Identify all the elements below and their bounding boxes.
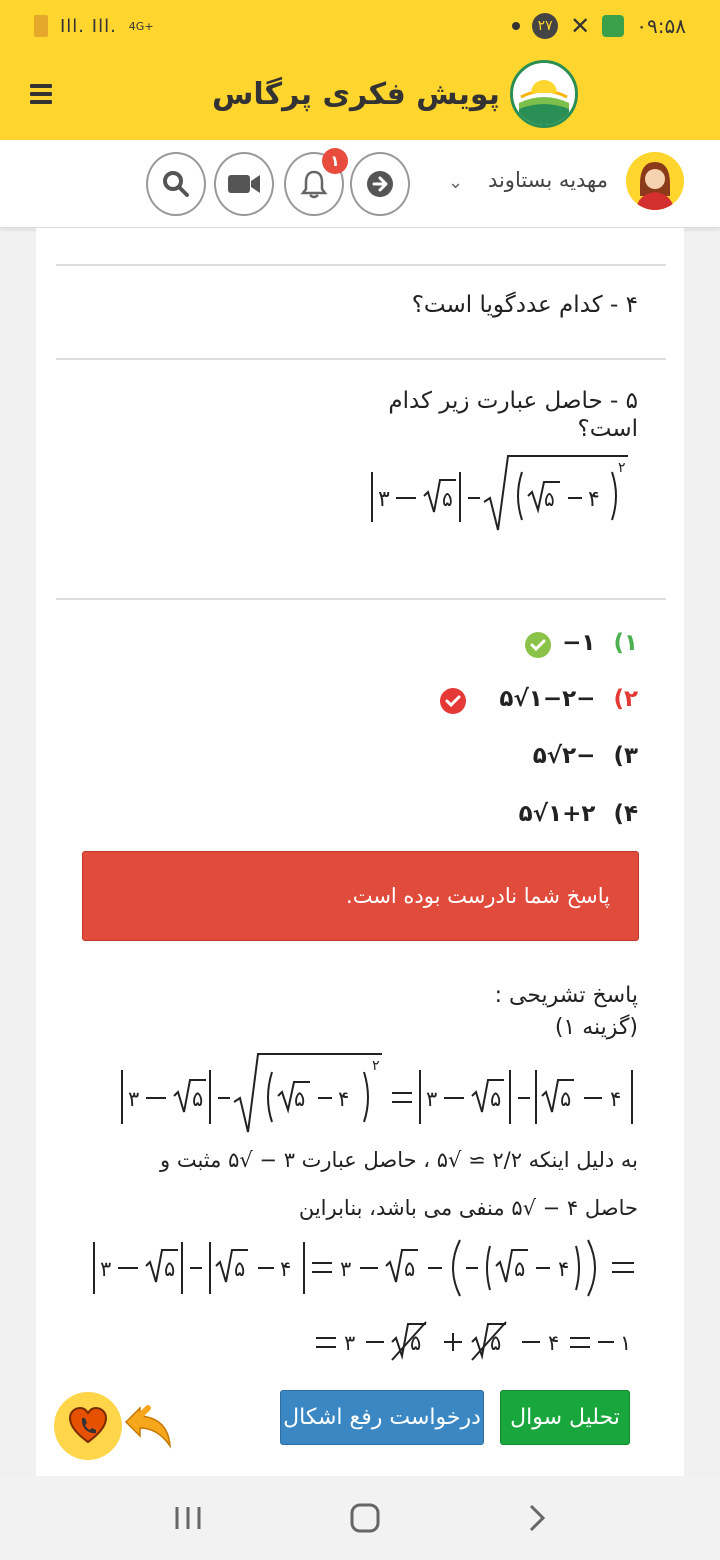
contact-fab[interactable] — [54, 1392, 122, 1460]
system-nav-bar — [0, 1476, 720, 1560]
option-value: −۲√۵ — [532, 743, 596, 769]
user-name[interactable]: مهدیه بستاوند — [487, 168, 608, 192]
svg-text:۵: ۵ — [514, 1257, 526, 1281]
svg-text:۳: ۳ — [426, 1087, 438, 1111]
question-card — [36, 228, 684, 1476]
svg-text:۵: ۵ — [294, 1087, 306, 1111]
notifications-button[interactable] — [284, 152, 344, 216]
hamburger-menu-icon[interactable] — [30, 84, 52, 104]
option-2[interactable] — [499, 686, 638, 712]
svg-text:۳: ۳ — [378, 487, 390, 512]
alert-text: پاسخ شما نادرست بوده است. — [346, 884, 610, 908]
option-value: −۱−۲√۵ — [499, 686, 596, 712]
correct-check-icon — [524, 631, 552, 659]
explanation-formula-3 — [308, 1314, 648, 1370]
app-title: پویش فکری پرگاس — [212, 76, 500, 112]
svg-text:۴: ۴ — [558, 1257, 570, 1281]
divider — [56, 598, 666, 600]
svg-text:۵: ۵ — [560, 1087, 572, 1111]
svg-text:۵: ۵ — [544, 487, 555, 511]
explanation-line-1: به دلیل اینکه ۲/۲ ≃ √۵ ، حاصل عبارت ۳ − √۵ مثبت و — [160, 1148, 638, 1172]
question-4-text: ۴ - کدام عددگویا است؟ — [411, 292, 638, 318]
back-chevron-icon[interactable] — [527, 1503, 547, 1533]
close-icon: ✕ — [570, 12, 591, 40]
network-type: 4G+ — [128, 19, 154, 33]
video-button[interactable] — [214, 152, 274, 216]
search-icon — [161, 169, 191, 199]
avatar[interactable] — [626, 152, 684, 210]
option-1[interactable] — [562, 630, 638, 656]
chevron-down-icon[interactable]: ⌄ — [448, 172, 464, 193]
analyze-question-button[interactable] — [500, 1390, 630, 1445]
svg-text:۵: ۵ — [442, 487, 453, 511]
option-value: ۱− — [562, 630, 596, 656]
svg-text:۵: ۵ — [164, 1257, 176, 1281]
question-5-line1: ۵ - حاصل عبارت زیر کدام — [388, 388, 638, 414]
report-issue-button[interactable] — [280, 1390, 484, 1445]
svg-text:۵: ۵ — [490, 1087, 502, 1111]
svg-text:۲: ۲ — [618, 460, 626, 476]
bell-icon — [300, 169, 328, 199]
svg-text:۵: ۵ — [234, 1257, 246, 1281]
option-number: ۴) — [613, 801, 638, 827]
svg-text:۳: ۳ — [344, 1331, 356, 1355]
svg-text:۵: ۵ — [404, 1257, 416, 1281]
option-number: ۳) — [613, 743, 638, 769]
app-header — [0, 52, 720, 140]
recent-apps-icon[interactable] — [173, 1504, 203, 1532]
wrong-answer-alert — [82, 851, 639, 941]
svg-text:۴: ۴ — [280, 1257, 292, 1281]
svg-text:۳: ۳ — [100, 1257, 112, 1281]
explanation-line-2: حاصل ۴ − √۵ منفی می باشد، بنابراین — [298, 1196, 638, 1220]
option-3[interactable] — [533, 743, 638, 769]
reply-all-icon[interactable] — [124, 1404, 174, 1450]
report-button-label: درخواست رفع اشکال — [283, 1405, 481, 1430]
svg-text:۲: ۲ — [372, 1058, 380, 1074]
analyze-button-label: تحلیل سوال — [510, 1405, 620, 1430]
status-bar — [0, 0, 720, 52]
svg-text:۳: ۳ — [128, 1087, 140, 1111]
forward-button[interactable] — [350, 152, 410, 216]
divider — [56, 264, 666, 266]
notification-dot-icon — [512, 22, 520, 30]
app-logo — [510, 60, 578, 128]
svg-text:۵: ۵ — [410, 1331, 422, 1355]
option-number: ۱) — [613, 630, 638, 656]
svg-text:۴: ۴ — [588, 487, 600, 512]
svg-text:۴: ۴ — [548, 1331, 560, 1355]
app-icon — [602, 15, 624, 37]
video-camera-icon — [227, 172, 261, 196]
clock: ۰۹:۵۸ — [636, 14, 686, 38]
explanation-title: پاسخ تشریحی : — [494, 983, 638, 1008]
signal-icon: Ill. Ill. — [60, 15, 117, 37]
svg-text:۳: ۳ — [340, 1257, 352, 1281]
svg-text:۱: ۱ — [620, 1331, 632, 1355]
svg-text:۵: ۵ — [490, 1331, 502, 1355]
option-4[interactable] — [519, 801, 638, 827]
explanation-formula-1 — [116, 1050, 646, 1134]
divider — [56, 358, 666, 360]
option-number: ۲) — [613, 686, 638, 712]
wrong-answer-icon — [439, 687, 467, 715]
question-5-formula — [366, 450, 636, 534]
brand — [212, 60, 578, 128]
question-5-line2: است؟ — [577, 416, 638, 442]
svg-text:۴: ۴ — [338, 1087, 350, 1111]
arrow-circle-right-icon — [365, 169, 395, 199]
status-badge: ۲۷ — [532, 13, 558, 39]
explanation-formula-2 — [88, 1232, 648, 1302]
user-toolbar — [0, 140, 720, 228]
svg-text:۴: ۴ — [610, 1087, 622, 1111]
search-button[interactable] — [146, 152, 206, 216]
explanation-choice: (گزینه ۱) — [554, 1015, 638, 1040]
phone-heart-icon — [68, 1406, 108, 1446]
notification-count-badge: ۱ — [322, 148, 348, 174]
home-icon[interactable] — [349, 1502, 381, 1534]
battery-icon — [34, 15, 48, 37]
option-value: ۱+۲√۵ — [518, 801, 596, 827]
svg-text:۵: ۵ — [192, 1087, 204, 1111]
